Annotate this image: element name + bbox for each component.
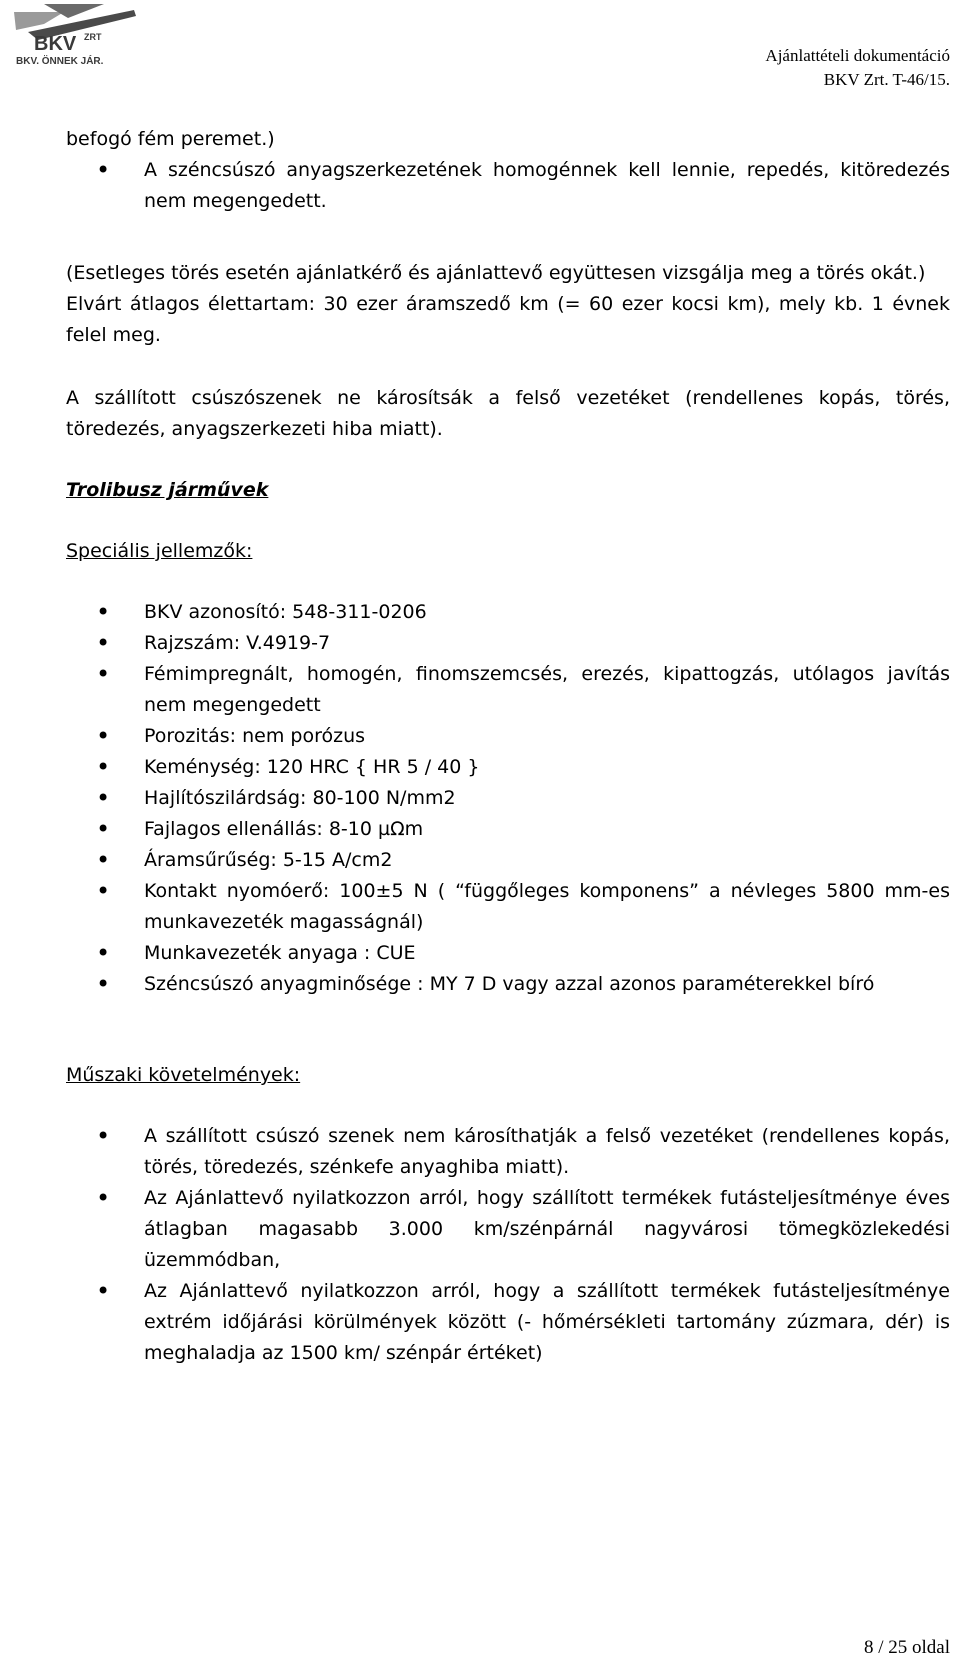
list-item: • Fajlagos ellenállás: 8-10 µΩm xyxy=(66,814,950,845)
list-item: • A széncsúszó anyagszerkezetének homogénnek kell lennie, repedés, kitöredezés nem megengedett. xyxy=(66,155,950,217)
logo-slogan: BKV. ÖNNEK JÁR. xyxy=(16,56,104,67)
list-item: • Áramsűrűség: 5-15 A/cm2 xyxy=(66,845,950,876)
doc-reference: BKV Zrt. T-46/15. xyxy=(823,70,950,89)
doc-title: Ajánlattételi dokumentáció xyxy=(765,46,950,65)
list-item: • Rajzszám: V.4919-7 xyxy=(66,628,950,659)
bullet-list-intro xyxy=(66,155,950,217)
technical-requirements-list xyxy=(66,1121,950,1369)
special-characteristics-heading: Speciális jellemzők: xyxy=(66,540,253,562)
bkv-logo xyxy=(4,0,144,72)
section-title: Trolibusz járművek xyxy=(66,479,269,501)
list-item: • Keménység: 120 HRC { HR 5 / 40 } xyxy=(66,752,950,783)
page-number: 8 / 25 oldal xyxy=(863,1637,950,1658)
paragraph-wire-damage: A szállított csúszószenek ne károsítsák a felső vezetéket (rendellenes kopás, törés, töredezés, anyagszerkezeti hiba miatt). xyxy=(66,387,950,440)
special-characteristics-list xyxy=(66,597,950,1000)
paragraph-lifetime: Elvárt átlagos élettartam: 30 ezer áramszedő km (= 60 ezer kocsi km), mely kb. 1 évnek felel meg. xyxy=(66,293,950,346)
continued-line: befogó fém peremet.) xyxy=(66,128,275,150)
list-item: • Munkavezeték anyaga : CUE xyxy=(66,938,950,969)
list-item: • Hajlítószilárdság: 80-100 N/mm2 xyxy=(66,783,950,814)
logo-zrt: ZRT xyxy=(84,32,102,42)
page-content xyxy=(66,124,950,1369)
paragraph-break-note: (Esetleges törés esetén ajánlatkérő és ajánlattevő együttesen vizsgálja meg a törés okát.) xyxy=(66,262,926,284)
list-item: • Kontakt nyomóerő: 100±5 N ( “függőleges komponens” a névleges 5800 mm-es munkavezeték magasságnál) xyxy=(66,876,950,938)
list-item: • Széncsúszó anyagminősége : MY 7 D vagy azzal azonos paraméterekkel bíró xyxy=(66,969,950,1000)
list-item: • Porozitás: nem porózus xyxy=(66,721,950,752)
list-item: • A szállított csúszó szenek nem károsíthatják a felső vezetéket (rendellenes kopás, törés, töredezés, szénkefe anyaghiba miatt). xyxy=(66,1121,950,1183)
technical-requirements-heading: Műszaki követelmények: xyxy=(66,1064,301,1086)
list-item: • Az Ajánlattevő nyilatkozzon arról, hogy a szállított termékek futásteljesítménye extrém időjárási körülmények között (- hőmérsékleti tartomány zúzmara, dér) is meghaladja az 1500 km/ szénpár értéket) xyxy=(66,1276,950,1369)
list-item: • Az Ajánlattevő nyilatkozzon arról, hogy szállított termékek futásteljesítménye éves átlagban magasabb 3.000 km/szénpárnál nagyvárosi tömegközlekedési üzemmódban, xyxy=(66,1183,950,1276)
list-item: • Fémimpregnált, homogén, finomszemcsés, erezés, kipattogzás, utólagos javítás nem megengedett xyxy=(66,659,950,721)
list-item: • BKV azonosító: 548-311-0206 xyxy=(66,597,950,628)
document-header xyxy=(765,44,950,92)
logo-text: BKV xyxy=(34,33,77,55)
